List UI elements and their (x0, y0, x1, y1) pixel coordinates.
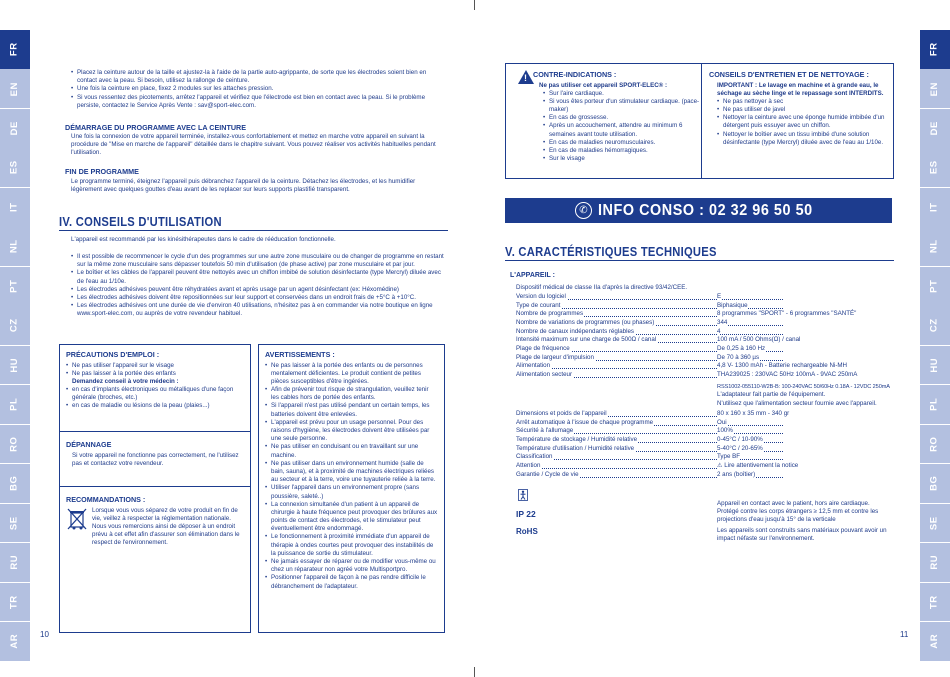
ip-label: IP 22 (516, 509, 536, 519)
language-tab-label: ES (928, 160, 940, 175)
spec-value: 80 x 160 x 35 mm - 340 gr (717, 410, 790, 417)
spec-row (516, 371, 901, 380)
list-item: • Il est possible de recommencer le cycle d'un des programmes sur une autre zone musculaire ou de changer de programme en restant sur la même zone musculaire sans dépasser toutefois 50 min d'utilisation (de phase active) par zone musculaire et par jour. (71, 253, 445, 269)
language-tab-bg[interactable] (0, 464, 30, 503)
list-item: • Ne pas utiliser en conduisant ou en travaillant sur une machine. (265, 443, 438, 459)
list-item: • Si vous ressentez des picotements, arrêtez l'appareil et vérifiez que l'électrode est bien en contact avec la peau. Si le problème persiste, contactez le Service Après Vente : sav@sport-elec.com. (71, 94, 443, 110)
maintenance-section (709, 70, 889, 147)
wheelie-bin-crossed-icon (66, 507, 88, 531)
troubleshoot-text: Si votre appareil ne fonctionne pas correctement, ne l'utilisez pas et contactez votre revendeur. (72, 451, 239, 467)
language-tab-hu[interactable] (920, 346, 950, 385)
spec-value: Type BF (717, 453, 741, 461)
crop-mark (474, 667, 475, 677)
spec-key: Type de courant (516, 301, 561, 309)
language-tab-fr[interactable] (0, 30, 30, 69)
language-tabs-left (0, 30, 30, 662)
warning-triangle-icon: ! (518, 70, 534, 84)
spec-key: Version du logiciel (516, 293, 566, 300)
start-text: Une fois la connexion de votre appareil terminée, installez-vous confortablement et mettez en marche votre appareil en suivant la procédure de "Mise en marche de l'appareil" détaillée dans le chapitre suivant. Vous pouvez réaliser vos activités habituelles pendant l'utilisation. (71, 133, 436, 157)
end-title: FIN DE PROGRAMME (65, 167, 139, 176)
type-bf-icon (518, 489, 528, 501)
language-tab-label: CZ (928, 318, 940, 333)
list-item: • Ne pas utiliser de javel (717, 106, 889, 114)
contraindications-subtitle: Ne pas utiliser cet appareil SPORT-ELEC® : (539, 81, 668, 89)
list-item: • En cas de maladies neuromusculaires. (543, 139, 701, 147)
language-tab-de[interactable] (0, 109, 30, 148)
language-tab-label: HU (8, 357, 20, 373)
spec-row (516, 410, 901, 419)
spec-key: Sécurité à l'allumage (516, 427, 574, 435)
language-tab-cz[interactable] (920, 306, 950, 345)
language-tab-label: RU (8, 555, 20, 570)
list-item: • en cas d'implants électroniques ou métalliques d'une façon générale (broches, etc.) (66, 386, 246, 402)
language-tab-se[interactable] (0, 504, 30, 543)
spec-key: Alimentation (516, 362, 551, 370)
language-tab-se[interactable] (920, 504, 950, 543)
maintenance-important: IMPORTANT : Le lavage en machine et à grande eau, le séchage au sèche linge et le repassage sont INTERDITS. (717, 81, 884, 97)
list-item: • Les électrodes adhésives peuvent être réhydratées avant et après usage par un agent désinfectant (ex: Héxomédine) (71, 286, 445, 294)
language-tab-pl[interactable] (920, 385, 950, 424)
language-tab-en[interactable] (0, 69, 30, 108)
right-top-box (505, 63, 894, 179)
warnings-list (265, 362, 438, 591)
list-item: • en cas de maladie ou lésions de la peau (plaies...) (66, 402, 246, 410)
language-tab-label: SE (8, 516, 20, 530)
spec-row (516, 427, 901, 436)
spec-key: Garantie / Cycle de vie (516, 470, 579, 478)
crop-mark (474, 0, 475, 10)
list-item: • La connexion simultanée d'un patient à un appareil de chirurgie à haute fréquence peut provoquer des brûlures aux points de contact des électrodes, et le stimulateur peut éventuellement être endommagé. (265, 501, 438, 534)
language-tab-label: DE (928, 121, 940, 136)
spec-row (516, 302, 901, 311)
rohs-text: Les appareils sont construits sans matériaux pouvant avoir un impact néfaste sur l'environnement. (717, 527, 887, 543)
device-intro: Dispositif médical de classe IIa d'après la directive 93/42/CEE. (516, 284, 688, 291)
list-item: • En cas de grossesse. (543, 114, 701, 122)
box-divider (60, 431, 250, 432)
spec-key: Arrêt automatique à l'issue de chaque programme (516, 418, 654, 426)
list-item: • Nettoyer la ceinture avec une éponge humide imbibée d'un détergent puis essuyer avec un chiffon. (717, 114, 889, 130)
language-tab-label: EN (928, 81, 940, 96)
list-item: • Positionner l'appareil de façon à ne pas rendre difficile le débranchement de l'adaptateur. (265, 574, 438, 590)
recommendations-title: RECOMMANDATIONS : (66, 495, 146, 504)
language-tab-label: CZ (8, 318, 20, 333)
power-extra-line: N'utilisez que l'alimentation secteur fournie avec l'appareil. (717, 399, 877, 407)
language-tab-ru[interactable] (0, 543, 30, 582)
maintenance-list (709, 98, 889, 147)
list-item: • Le boîtier et les câbles de l'appareil peuvent être nettoyés avec un chiffon imbibé de solution désinfectante (type Mercryl) diluée avec de l'eau au 1/10e. (71, 269, 445, 285)
box-divider (701, 64, 702, 178)
info-conso-banner (505, 198, 892, 223)
language-tab-label: FR (928, 42, 940, 57)
spec-row (516, 319, 901, 328)
page-number-left: 10 (40, 630, 49, 639)
language-tab-pt[interactable] (920, 267, 950, 306)
language-tab-label: NL (928, 239, 940, 254)
spec-row (516, 293, 901, 302)
advice-label: Demandez conseil à votre médecin : (72, 377, 179, 385)
spec-value: THA239025 : 230VAC 50Hz 100mA - 9VAC 250mA (717, 371, 858, 379)
language-tab-label: AR (928, 634, 940, 649)
language-tab-label: IT (8, 202, 20, 212)
spec-value: 4,8 V- 1300 mAh - Batterie rechargeable Ni-MH (717, 362, 847, 370)
language-tab-pt[interactable] (0, 267, 30, 306)
list-item: • Ne pas utiliser dans un environnement humide (salle de bain, sauna), et à proximité de machines électriques reliées au secteur et à la terre, voire une tuyauterie reliée à la terre. (265, 460, 438, 485)
list-item: • Le fonctionnement à proximité immédiate d'un appareil de thérapie à ondes courtes peut provoquer des instabilités de la puissance de sortie du stimulateur. (265, 533, 438, 558)
language-tab-es[interactable] (920, 148, 950, 187)
list-item: • Ne pas utiliser l'appareil sur le visage (66, 362, 246, 370)
language-tab-tr[interactable] (0, 583, 30, 622)
language-tab-fr[interactable] (920, 30, 950, 69)
section-rule (59, 230, 448, 231)
language-tab-ar[interactable] (920, 622, 950, 661)
spec-row (516, 310, 901, 319)
list-item: • Ne pas laisser à la portée des enfants ou de personnes mentalement déficientes. Le produit contient de petites pièces susceptibles d'être ingérées. (265, 362, 438, 387)
power-extra (717, 384, 897, 408)
spec-value: 5-40°C / 20-65% (717, 444, 763, 452)
list-item: • Après un accouchement, attendre au minimum 6 semaines avant toute utilisation. (543, 122, 701, 138)
spec-value: 0-45°C / 10-90% (717, 436, 763, 444)
spec-value: 100% (717, 427, 733, 435)
start-title: DÉMARRAGE DU PROGRAMME AVEC LA CEINTURE (65, 123, 247, 132)
precautions-list (66, 362, 246, 378)
intro-list (71, 69, 443, 110)
list-item: • Placez la ceinture autour de la taille et ajustez-la à l'aide de la partie auto-agrippante, de sorte que les électrodes soient bien en contact avec la peau. Si besoin, utilisez la rallonge de ceinture. (71, 69, 443, 85)
maintenance-title: CONSEILS D'ENTRETIEN ET DE NETTOYAGE : (709, 70, 869, 79)
language-tab-es[interactable] (0, 148, 30, 187)
list-item: • Ne pas nettoyer à sec (717, 98, 889, 106)
left-info-box (59, 344, 251, 633)
end-text: Le programme terminé, éteignez l'appareil puis débranchez l'appareil de la ceinture. Détachez les électrodes, et les humidifier légèrement avec quelques gouttes d'eau avant de les replacer sur leurs supports plastifié transparent. (71, 178, 416, 194)
section-list (71, 253, 445, 319)
bf-text: Appareil en contact avec le patient, hors aire cardiaque. (717, 500, 870, 507)
spec-value: 2 ans (boîtier) (717, 470, 756, 478)
spec-key: Température de stockage / Humidité relative (516, 436, 638, 444)
spec-value: Biphasique (717, 301, 748, 309)
warnings-title: AVERTISSEMENTS : (265, 350, 335, 359)
spec-value: 100 mA / 500 Ohms(Ω) / canal (717, 336, 801, 344)
device-label: L'APPAREIL : (510, 272, 555, 279)
language-tab-nl[interactable] (0, 227, 30, 266)
list-item: • Ne pas laisser à la portée des enfants (66, 370, 246, 378)
language-tab-label: BG (8, 476, 20, 492)
language-tab-label: AR (8, 634, 20, 649)
list-item: • L'appareil est prévu pour un usage personnel. Pour des raisons d'hygiène, les électrodes doivent être utilisées par une seule personne. (265, 419, 438, 444)
spec-key: Intensité maximum sur une charge de 500Ω / canal (516, 336, 657, 344)
spec-key: Classification (516, 453, 553, 461)
language-tab-label: PL (928, 398, 940, 412)
troubleshoot-section (66, 440, 246, 468)
section-rule (505, 260, 894, 261)
list-item: • En cas de maladies hémorragiques. (543, 147, 701, 155)
language-tab-label: PT (8, 279, 20, 293)
section-intro: L'appareil est recommandé par les kinésithérapeutes dans le cadre de rééducation fonctionnelle. (71, 236, 336, 243)
attention-triangle-icon: ⚠ (717, 462, 725, 470)
spec-key: Plage de fréquence (516, 345, 570, 353)
list-item: • Si l'appareil n'est pas utilisé pendant un certain temps, les batteries doivent être enlevées. (265, 402, 438, 418)
language-tab-label: PL (8, 398, 20, 412)
spec-key: Nombre de variations de programmes (ou phases) (516, 319, 655, 327)
precautions-section (66, 350, 246, 411)
spec-row (516, 462, 901, 471)
language-tab-it[interactable] (0, 188, 30, 227)
contraindications-section (533, 70, 701, 163)
language-tab-tr[interactable] (920, 583, 950, 622)
spec-key: Nombre de programmes (516, 310, 584, 318)
language-tab-ro[interactable] (0, 425, 30, 464)
spec-value: ⚠ Lire attentivement la notice (717, 462, 799, 470)
language-tab-label: EN (8, 81, 20, 96)
list-item: • Nettoyer le boîtier avec un tissu imbibé d'une solution désinfectante (type Mercryl) diluée avec de l'eau au 1/10e. (717, 131, 889, 147)
spec-key: Plage de largeur d'impulsion (516, 353, 594, 361)
spec-key: Attention (516, 462, 541, 470)
language-tab-ar[interactable] (0, 622, 30, 661)
language-tab-label: PT (928, 279, 940, 293)
power-extra-line: L'adaptateur fait partie de l'équipement. (717, 391, 826, 399)
power-extra-line: RSS1002-055110-W2B-B: 100-240VAC 50/60Hz 0.18A - 12VDC 250mA (717, 384, 890, 390)
language-tab-bg[interactable] (920, 464, 950, 503)
spec-row (516, 419, 901, 428)
contraindications-list (533, 90, 701, 164)
advice-list (66, 386, 246, 411)
section-title-v: V. CARACTÉRISTIQUES TECHNIQUES (505, 244, 717, 259)
spec-table-2 (516, 410, 901, 479)
language-tab-label: HU (928, 357, 940, 373)
list-item: • Les électrodes adhésives doivent être repositionnées sur leur support et conservées dans un endroit frais de +5°C à +10°C. (71, 294, 445, 302)
language-tab-label: FR (8, 42, 20, 57)
recommendations-section (66, 495, 246, 547)
language-tab-label: IT (928, 202, 940, 212)
spec-row (516, 445, 901, 454)
recommendations-text: Lorsque vous vous séparez de votre produit en fin de vie, veillez à respecter la réglementation nationale. Nous vous remercions ainsi de déposer à un endroit prévu à cet effet afin d'assurer son élimination dans le respect de l'environnement. (92, 506, 240, 547)
spec-value: 4 (717, 327, 721, 335)
spec-key: Température d'utilisation / Humidité relative (516, 444, 635, 452)
list-item: • Si vous êtes porteur d'un stimulateur cardiaque. (pace-maker) (543, 98, 701, 114)
language-tab-label: TR (928, 595, 940, 609)
spec-row (516, 436, 901, 445)
list-item: • Sur le visage (543, 155, 701, 163)
precautions-title: PRÉCAUTIONS D'EMPLOI : (66, 350, 160, 359)
info-conso-text: INFO CONSO : 02 32 96 50 50 (598, 201, 813, 219)
spec-key: Nombre de canaux indépendants réglables (516, 327, 634, 335)
language-tab-en[interactable] (920, 69, 950, 108)
language-tab-ro[interactable] (920, 425, 950, 464)
spec-row (516, 453, 901, 462)
spec-row (516, 354, 901, 363)
phone-icon: ✆ (575, 202, 592, 219)
language-tab-label: RO (8, 436, 20, 452)
language-tab-nl[interactable] (920, 227, 950, 266)
spec-value: 344 (717, 319, 728, 327)
language-tab-hu[interactable] (0, 346, 30, 385)
spec-row (516, 471, 901, 480)
language-tab-label: TR (8, 595, 20, 609)
list-item: • Afin de prévenir tout risque de strangulation, veuillez tenir les cables hors de portée des enfants. (265, 386, 438, 402)
spec-row (516, 336, 901, 345)
spec-row (516, 345, 901, 354)
language-tab-pl[interactable] (0, 385, 30, 424)
list-item: • Les électrodes adhésives ont une durée de vie d'environ 40 utilisations, n'hésitez pas à en commander via notre boutique en ligne www.sport-elec.com, ou auprès de votre revendeur habituel. (71, 302, 445, 318)
spec-row (516, 328, 901, 337)
language-tabs-right (920, 30, 950, 662)
language-tab-de[interactable] (920, 109, 950, 148)
list-item: • Utiliser l'appareil dans un environnement propre (sans poussière, saleté..) (265, 484, 438, 500)
spec-table (516, 293, 901, 380)
language-tab-cz[interactable] (0, 306, 30, 345)
spec-key: Alimentation secteur (516, 371, 573, 379)
box-divider (60, 486, 250, 487)
language-tab-label: NL (8, 239, 20, 254)
language-tab-ru[interactable] (920, 543, 950, 582)
page-number-right: 11 (900, 630, 909, 639)
language-tab-label: ES (8, 160, 20, 175)
ip-text: Protégé contre les corps étrangers ≥ 12,5 mm et contre les projections d'eau jusqu'à 15° de la verticale (717, 508, 879, 524)
language-tab-label: SE (928, 516, 940, 530)
troubleshoot-title: DÉPANNAGE (66, 440, 112, 449)
spec-key: Dimensions et poids de l'appareil (516, 410, 607, 417)
spec-value: 8 programmes "SPORT" - 6 programmes "SANTÉ" (717, 310, 857, 318)
list-item: • Sur l'aire cardiaque. (543, 90, 701, 98)
language-tab-label: BG (928, 476, 940, 492)
spec-value: E (717, 293, 722, 300)
section-title-iv: IV. CONSEILS D'UTILISATION (59, 214, 222, 229)
spec-row (516, 362, 901, 371)
list-item: • Une fois la ceinture en place, fixez 2 modules sur les attaches pression. (71, 85, 443, 93)
rohs-label: RoHS (516, 527, 538, 536)
language-tab-it[interactable] (920, 188, 950, 227)
list-item: • Ne jamais essayer de réparer ou de modifier vous-même ou chez un réparateur non agréé votre Multisportpro. (265, 558, 438, 574)
language-tab-label: RO (928, 436, 940, 452)
spec-value: De 70 à 360 µs (717, 353, 760, 361)
language-tab-label: RU (928, 555, 940, 570)
warnings-box (258, 344, 445, 633)
contraindications-title: CONTRE-INDICATIONS : (533, 70, 617, 79)
spec-value: Oui (717, 418, 727, 426)
spec-value: De 0,25 à 160 Hz (717, 345, 766, 353)
language-tab-label: DE (8, 121, 20, 136)
